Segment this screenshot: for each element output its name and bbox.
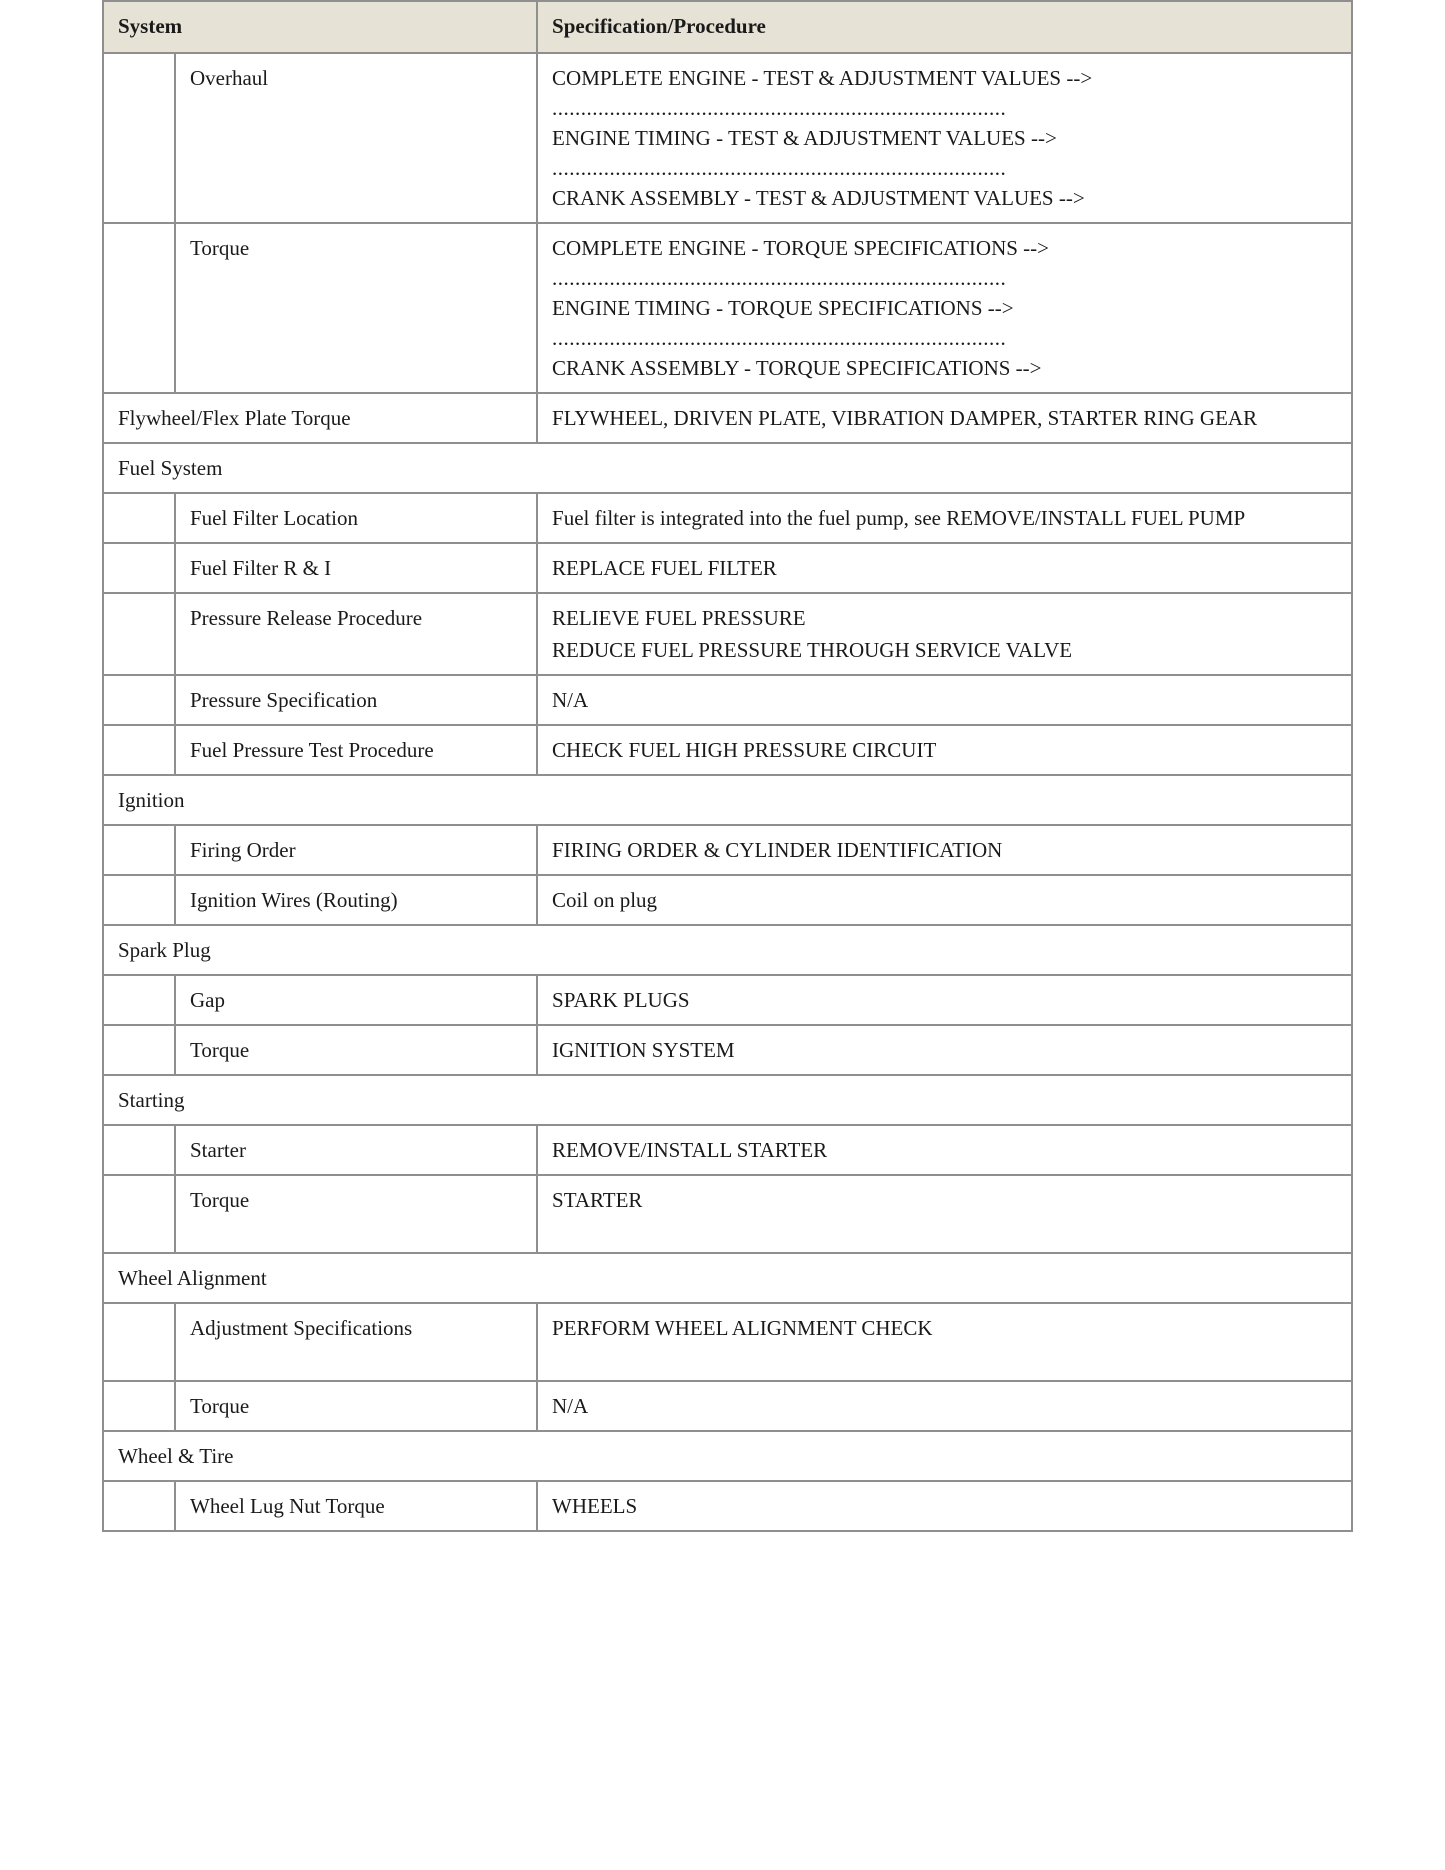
- item-label: Torque: [175, 1381, 537, 1431]
- table-row: [103, 1025, 1352, 1075]
- section-row: [103, 443, 1352, 493]
- table-row: [103, 1303, 1352, 1381]
- table-row: [103, 1381, 1352, 1431]
- spec-link[interactable]: CRANK ASSEMBLY - TEST & ADJUSTMENT VALUES -->: [552, 186, 1085, 210]
- spec-header: Specification/Procedure: [537, 1, 1352, 53]
- spec-link[interactable]: FLYWHEEL, DRIVEN PLATE, VIBRATION DAMPER, STARTER RING GEAR: [537, 393, 1352, 443]
- spec-link[interactable]: IGNITION SYSTEM: [537, 1025, 1352, 1075]
- table-row: [103, 725, 1352, 775]
- spec-link[interactable]: FIRING ORDER & CYLINDER IDENTIFICATION: [537, 825, 1352, 875]
- item-label: Flywheel/Flex Plate Torque: [103, 393, 537, 443]
- dotted-separator: ...............................................................................: [552, 156, 1007, 180]
- section-row: [103, 925, 1352, 975]
- indent-cell: [103, 1125, 175, 1175]
- system-header: System: [103, 1, 537, 53]
- table-row: [103, 1125, 1352, 1175]
- spec-cell: [537, 593, 1352, 675]
- indent-cell: [103, 493, 175, 543]
- table-row: [103, 875, 1352, 925]
- spec-link[interactable]: COMPLETE ENGINE - TEST & ADJUSTMENT VALUES -->: [552, 66, 1093, 90]
- table-row: [103, 593, 1352, 675]
- spec-link[interactable]: Fuel filter is integrated into the fuel pump, see REMOVE/INSTALL FUEL PUMP: [537, 493, 1352, 543]
- indent-cell: [103, 1025, 175, 1075]
- item-label: Fuel Filter R & I: [175, 543, 537, 593]
- item-label: Wheel Lug Nut Torque: [175, 1481, 537, 1531]
- section-title: Spark Plug: [103, 925, 1352, 975]
- header-row: [103, 1, 1352, 53]
- specification-table: [102, 0, 1353, 1532]
- indent-cell: [103, 825, 175, 875]
- item-label: Torque: [175, 223, 537, 393]
- spec-link[interactable]: STARTER: [537, 1175, 1352, 1253]
- spec-link[interactable]: PERFORM WHEEL ALIGNMENT CHECK: [537, 1303, 1352, 1381]
- section-title: Wheel & Tire: [103, 1431, 1352, 1481]
- spec-cell: [537, 223, 1352, 393]
- spec-value: Coil on plug: [537, 875, 1352, 925]
- spec-link[interactable]: ENGINE TIMING - TEST & ADJUSTMENT VALUES -->: [552, 126, 1057, 150]
- dotted-separator: ...............................................................................: [552, 96, 1007, 120]
- item-label: Firing Order: [175, 825, 537, 875]
- item-label: Overhaul: [175, 53, 537, 223]
- table-row: [103, 825, 1352, 875]
- indent-cell: [103, 725, 175, 775]
- section-row: [103, 1431, 1352, 1481]
- indent-cell: [103, 543, 175, 593]
- spec-value: N/A: [537, 675, 1352, 725]
- indent-cell: [103, 1175, 175, 1253]
- spec-link[interactable]: REDUCE FUEL PRESSURE THROUGH SERVICE VALVE: [552, 638, 1073, 662]
- table-row: [103, 543, 1352, 593]
- indent-cell: [103, 223, 175, 393]
- table-row: [103, 493, 1352, 543]
- indent-cell: [103, 875, 175, 925]
- item-label: Fuel Filter Location: [175, 493, 537, 543]
- spec-link[interactable]: REPLACE FUEL FILTER: [537, 543, 1352, 593]
- table-row: [103, 675, 1352, 725]
- spec-cell: [537, 53, 1352, 223]
- item-label: Torque: [175, 1175, 537, 1253]
- indent-cell: [103, 1481, 175, 1531]
- item-label: Gap: [175, 975, 537, 1025]
- section-title: Ignition: [103, 775, 1352, 825]
- section-row: [103, 1253, 1352, 1303]
- item-label: Ignition Wires (Routing): [175, 875, 537, 925]
- spec-link[interactable]: RELIEVE FUEL PRESSURE: [552, 606, 806, 630]
- item-label: Pressure Release Procedure: [175, 593, 537, 675]
- section-row: [103, 775, 1352, 825]
- item-label: Adjustment Specifications: [175, 1303, 537, 1381]
- spec-link[interactable]: WHEELS: [537, 1481, 1352, 1531]
- item-label: Torque: [175, 1025, 537, 1075]
- spec-link[interactable]: SPARK PLUGS: [537, 975, 1352, 1025]
- item-label: Fuel Pressure Test Procedure: [175, 725, 537, 775]
- table-row: [103, 1481, 1352, 1531]
- section-title: Fuel System: [103, 443, 1352, 493]
- indent-cell: [103, 1381, 175, 1431]
- dotted-separator: ...............................................................................: [552, 266, 1007, 290]
- indent-cell: [103, 53, 175, 223]
- spec-value: N/A: [537, 1381, 1352, 1431]
- indent-cell: [103, 975, 175, 1025]
- spec-link[interactable]: REMOVE/INSTALL STARTER: [537, 1125, 1352, 1175]
- dotted-separator: ...............................................................................: [552, 326, 1007, 350]
- spec-link[interactable]: CHECK FUEL HIGH PRESSURE CIRCUIT: [537, 725, 1352, 775]
- indent-cell: [103, 675, 175, 725]
- section-title: Starting: [103, 1075, 1352, 1125]
- indent-cell: [103, 1303, 175, 1381]
- spec-link[interactable]: ENGINE TIMING - TORQUE SPECIFICATIONS -->: [552, 296, 1014, 320]
- section-row: [103, 1075, 1352, 1125]
- item-label: Pressure Specification: [175, 675, 537, 725]
- table-row: [103, 393, 1352, 443]
- spec-link[interactable]: CRANK ASSEMBLY - TORQUE SPECIFICATIONS -->: [552, 356, 1042, 380]
- spec-link[interactable]: COMPLETE ENGINE - TORQUE SPECIFICATIONS -->: [552, 236, 1050, 260]
- section-title: Wheel Alignment: [103, 1253, 1352, 1303]
- table-row: [103, 1175, 1352, 1253]
- table-row: [103, 223, 1352, 393]
- item-label: Starter: [175, 1125, 537, 1175]
- table-row: [103, 975, 1352, 1025]
- table-row: [103, 53, 1352, 223]
- indent-cell: [103, 593, 175, 675]
